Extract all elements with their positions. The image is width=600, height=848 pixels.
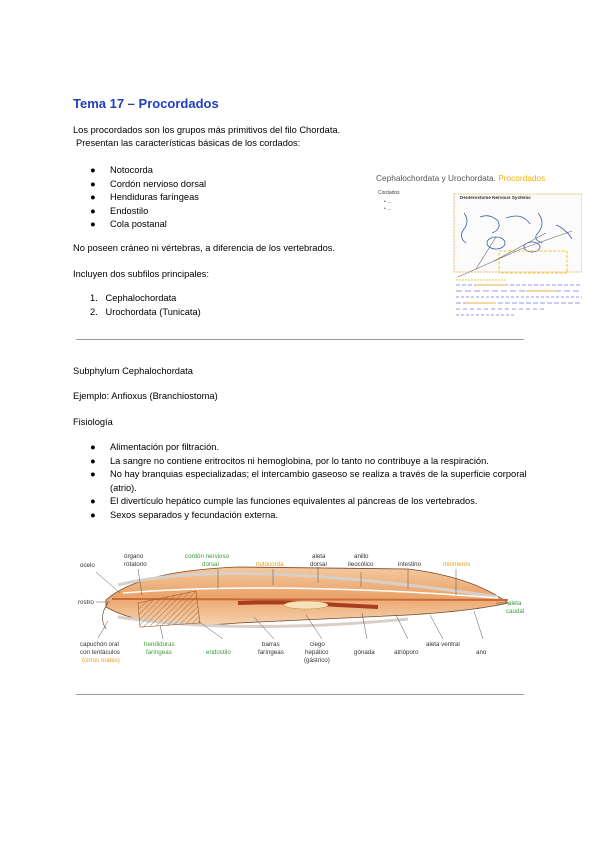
example-text: Ejemplo: Anfioxus (Branchiostoma) [73, 391, 218, 401]
label-endostilo: endostilo [206, 649, 231, 656]
list-item: ● Hendiduras faríngeas [90, 192, 199, 202]
list-item: ● Sexos separados y fecundación externa. [90, 509, 278, 520]
figure1-caption: Cordados [378, 190, 400, 196]
label-capuchon-1: capuchón oral [80, 641, 119, 648]
subphyla-list [90, 292, 201, 319]
figure1-note: • ... [384, 199, 392, 205]
label-aleta-dorsal-1: aleta [312, 553, 326, 560]
label-ano: ano [476, 649, 487, 656]
section-heading: Subphylum Cephalochordata [73, 366, 193, 376]
characteristics-list [74, 164, 374, 232]
label-anillo-1: anillo [354, 553, 369, 560]
figure1-note: • ... [384, 206, 392, 212]
list-item: ● No hay branquias especializadas; el intercambio gaseoso se realiza a través de la superficie corporal (atrio). [90, 469, 527, 493]
label-ocelo: ocelo [80, 562, 95, 569]
panel-title: Deuterostome Nervous Systems [460, 195, 531, 200]
list-item: 2. Urochordata (Tunicata) [90, 307, 201, 317]
chordate-diagram [376, 173, 582, 319]
list-item: 1. Cephalochordata [90, 293, 177, 303]
label-organo-1: órgano [124, 553, 144, 560]
label-barras-2: faríngeas [258, 649, 284, 656]
amphioxus-anatomy-diagram [78, 545, 530, 693]
label-gonada: gónada [354, 649, 375, 656]
list-item: ● Notocorda [90, 165, 153, 175]
list-item: ● El divertículo hepático cumple las funciones equivalentes al páncreas de los vertebrados. [90, 496, 478, 506]
label-hendiduras-1: hendiduras [144, 641, 175, 648]
label-capuchon-2: con tentáculos [80, 649, 120, 656]
list-item: ● Cordón nervioso dorsal [90, 178, 207, 189]
label-aleta-caudal-2: caudal [506, 608, 525, 615]
label-organo-2: rotatorio [124, 561, 147, 568]
label-hendiduras-2: faríngeas [146, 649, 172, 656]
list-item: ● Endostilo [90, 205, 149, 216]
no-skull-text: No poseen cráneo ni vértebras, a diferencia de los vertebrados. [73, 243, 336, 253]
label-anillo-2: ileocólico [348, 561, 374, 568]
label-aleta-dorsal-2: dorsal [310, 561, 327, 568]
label-aleta-caudal-1: aleta [508, 600, 522, 607]
subphyla-intro: Incluyen dos subfilos principales: [73, 269, 209, 279]
label-barras-1: barras [262, 641, 280, 648]
list-item: ● Alimentación por filtración. [90, 442, 220, 452]
label-miomeros: miómeros [443, 561, 471, 568]
section-divider [76, 694, 524, 695]
label-ciego-1: ciego [310, 641, 325, 648]
label-aleta-ventral: aleta ventral [426, 641, 460, 648]
label-capuchon-3: (cirros orales) [82, 657, 120, 664]
label-cordon-1: cordón nervioso [185, 553, 230, 560]
label-ciego-3: (gástrico) [304, 657, 330, 664]
intro-line-1: Los procordados son los grupos más primitivos del filo Chordata. [73, 125, 341, 135]
label-ciego-2: hepático [305, 649, 329, 656]
label-cordon-2: dorsal [202, 561, 219, 568]
label-atrioporo: atrióporo [394, 649, 419, 656]
list-item: ● Cola postanal [90, 219, 167, 229]
intro-line-2: Presentan las características básicas de los cordados: [76, 138, 301, 148]
label-notocorda: notocorda [256, 561, 284, 568]
figure1-title: Cephalochordata y Urochordata. Procordados [376, 173, 546, 183]
section-divider [76, 339, 524, 340]
page-title: Tema 17 – Procordados [73, 96, 219, 111]
label-intestino: intestino [398, 561, 422, 568]
label-rostro: rostro [78, 599, 94, 606]
list-item: ● La sangre no contiene eritrocitos ni hemoglobina, por lo tanto no contribuye a la respiración. [90, 455, 489, 466]
physiology-list [74, 441, 534, 522]
physiology-heading: Fisiología [73, 417, 113, 427]
